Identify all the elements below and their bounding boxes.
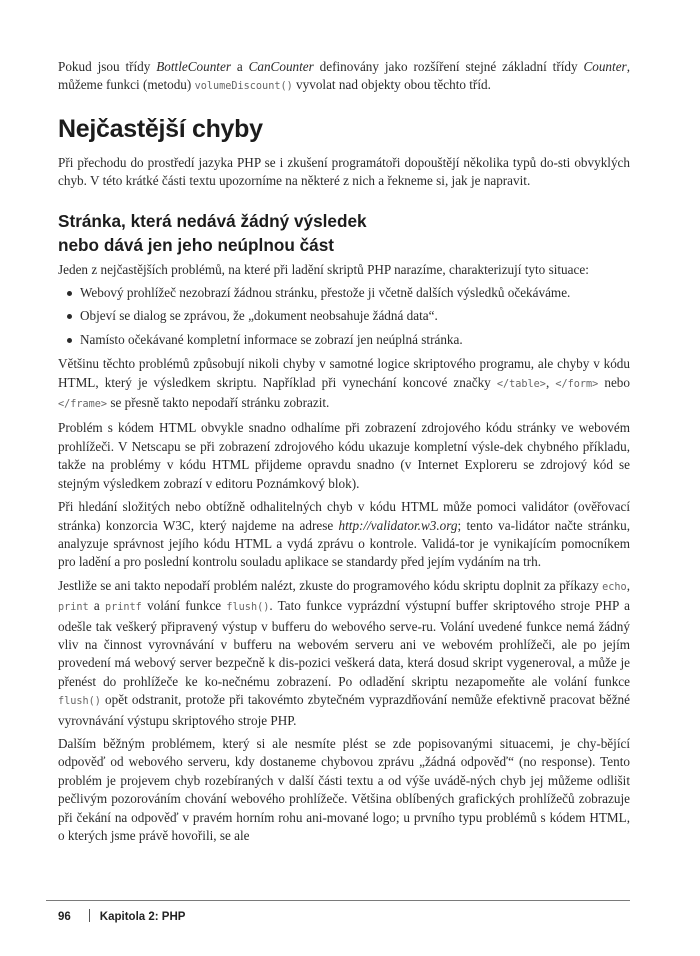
bullet-icon — [67, 338, 72, 343]
flush-paragraph — [58, 577, 630, 730]
text-run: nebo — [598, 374, 630, 390]
page-footer — [58, 909, 185, 923]
bullet-icon — [67, 314, 72, 319]
intro-text-3: definovány jako rozšíření stejné základní třídy — [313, 59, 584, 74]
intro-text-4: , můžeme funkci (metodu) — [58, 59, 630, 93]
code-frame-tag: </frame> — [58, 399, 108, 411]
situations-paragraph: Jeden z nejčastějších problémů, na které při ladění skriptů PHP narazíme, charakterizují tyto situace: — [58, 261, 589, 277]
bullet-icon — [67, 291, 72, 296]
page-body — [58, 58, 630, 850]
subsection-heading — [58, 209, 630, 257]
text-run: se přesně takto nepodaří stránku zobrazit. — [107, 395, 330, 411]
no-response-paragraph: Dalším běžným problémem, který si ale nesmíte plést se zde popisovanými situacemi, je chy-bějící odpověď od webového serveru, kdy dostaneme chybovou zprávu „žádná odpověď“ (no response). Tento problém je projevem chyb rozebíraných v další části textu a od výše uvádě-ných chyb jej můžeme odlišit pečlivým pozorováním chování webového prohlížeče. Většina oblíbených grafických prohlížečů zobrazuje při čekání na odpověď v pravém horním rohu ani-mované logo; u prvního typu problémů s kódem HTML, o kterých jsme právě hovořili, se ale — [58, 735, 630, 843]
section-heading: Nejčastější chyby — [58, 114, 263, 143]
list-item-text: Objeví se dialog se zprávou, že „dokument neobsahuje žádná data“. — [80, 308, 438, 324]
chapter-title: Kapitola 2: PHP — [99, 911, 186, 923]
code-print: print — [58, 602, 89, 614]
page-number: 96 — [58, 911, 71, 923]
source-view-paragraph: Problém s kódem HTML obvykle snadno odhalíme při zobrazení zdrojového kódu stránky ve webovém prohlížeči. V Netscapu se při zobrazení zdrojového kódu ukazuje kompletní výsle-dek chybného příkladu, takže na problémy v kódu HTML přijdeme opravdu snadno (v Internet Exploreru se zdrojový kód se stejným výsledkem zobrazí v editoru Poznámkový blok). — [58, 420, 630, 491]
text-run: , — [545, 374, 556, 390]
intro-paragraph — [58, 58, 630, 97]
validator-link[interactable]: http://validator.w3.org — [338, 517, 458, 533]
text-run: Při hledání složitých nebo obtížně odhalitelných chyb v kódu HTML může pomoci validátor (ověřovací stránka) konzorcia W3C, který najdeme na adrese — [58, 499, 630, 533]
text-run: Jestliže se ani takto nepodaří problém nalézt, zkuste do programového kódu skriptu doplnit za příkazy — [58, 577, 603, 593]
code-echo: echo — [602, 581, 627, 593]
code-printf: printf — [105, 602, 142, 614]
list-item — [80, 307, 630, 325]
list-item — [80, 331, 630, 349]
list-item — [80, 284, 630, 302]
intro-text-1: Pokud jsou třídy — [58, 59, 157, 74]
class-name-bottlecounter: BottleCounter — [156, 59, 231, 74]
subsection-heading-line-2: nebo dává jen jeho neúplnou část — [58, 234, 334, 255]
intro-text-5: vyvolat nad objekty obou těchto tříd. — [292, 77, 491, 93]
footer-separator — [89, 909, 90, 922]
code-flush: flush() — [226, 602, 270, 614]
text-run: opět odstranit, protože při takovémto zbytečném vyprazdňování nemůže efektivně pracovat běžné vyrovnávání výstupu skriptového stroje PHP. — [58, 692, 630, 728]
text-run: . Tato funkce vyprázdní výstupní buffer skriptového stroje PHP a odešle tak veškerý připravený výstup v bufferu do webového serve-ru. Volání uvedené funkce nemá žádný vliv na činnost vyrovnávání v bufferu na webovém serveru ani ve webovém prohlížeči, ale po jejím provedení má webový server bezpečně k dis-pozici veškerá data, která dosud skript vygeneroval, a může je přenést do prohlížeče ke ko-nečnému zobrazení. Po odladění skriptu nezapomeňte ale volání funkce — [58, 598, 630, 689]
subsection-heading-line-1: Stránka, která nedává žádný výsledek — [58, 210, 367, 231]
class-name-cancounter: CanCounter — [248, 59, 314, 74]
code-form-tag: </form> — [555, 378, 599, 390]
code-table-tag: </table> — [496, 378, 546, 390]
text-run: , — [626, 577, 630, 593]
text-run: ; tento va-lidátor načte stránku, analyzuje správnost jejího kódu HTML a vydá zprávu o kontrole. Validá-tor je vynikajícím pomocníkem pro ladění a pro poslední kontrolu souladu aplikace se standardy před jejím vydáním na trh. — [58, 517, 631, 570]
text-run: volání funkce — [141, 598, 227, 614]
text-run: Většinu těchto problémů způsobují nikoli chyby v samotné logice skriptového programu, ale chyby v kódu HTML, který je výsledkem skriptu. Například při vynechání koncové značky — [58, 356, 630, 390]
list-item-text: Webový prohlížeč nezobrazí žádnou stránku, přestože ji včetně dalších výsledků očekáváme. — [80, 285, 571, 301]
list-item-text: Namísto očekávané kompletní informace se zobrazí jen neúplná stránka. — [80, 331, 463, 347]
validator-paragraph — [58, 498, 630, 572]
section-intro-paragraph: Při přechodu do prostředí jazyka PHP se i zkušení programátoři dopouštějí několika typů do-sti obvyklých chyb. V této krátké části textu upozorníme na některé z nich a řekneme si, jak je napravit. — [58, 154, 630, 189]
class-name-counter: Counter — [583, 59, 627, 74]
text-run: a — [88, 598, 106, 614]
footer-divider — [46, 900, 630, 901]
code-volumediscount: volumeDiscount() — [194, 81, 293, 93]
intro-text-2: a — [230, 59, 249, 74]
code-flush: flush() — [58, 696, 101, 708]
situations-list — [58, 284, 630, 349]
html-errors-paragraph — [58, 355, 630, 414]
